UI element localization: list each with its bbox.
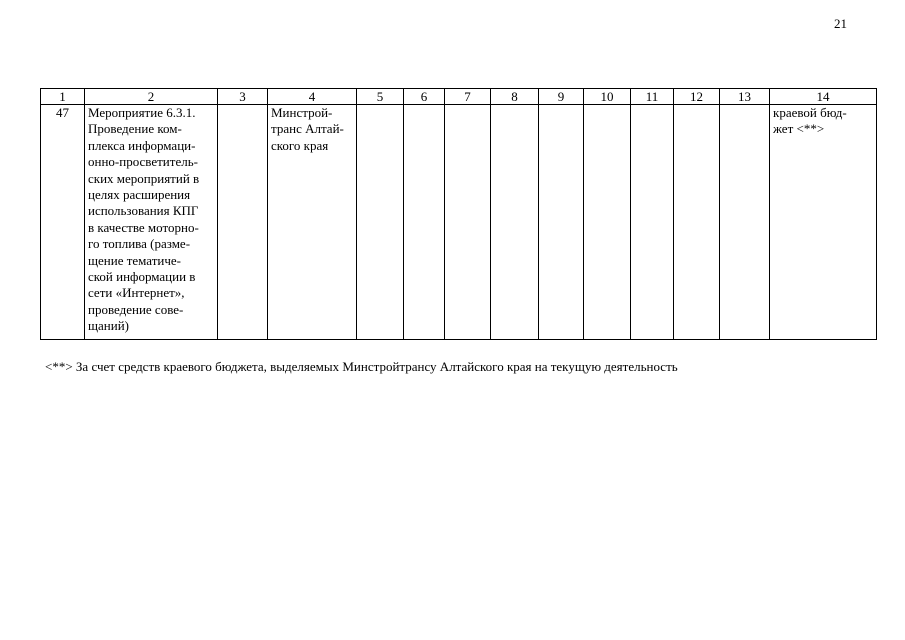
column-header-4: 4 xyxy=(268,89,357,105)
cell-col-6 xyxy=(404,105,445,340)
event-line: сети «Интернет», xyxy=(88,285,185,301)
cell-col-9 xyxy=(539,105,584,340)
column-header-9: 9 xyxy=(539,89,584,105)
cell-col-11 xyxy=(631,105,674,340)
event-line: использования КПГ xyxy=(88,203,199,219)
column-header-5: 5 xyxy=(357,89,404,105)
cell-col-5 xyxy=(357,105,404,340)
cell-col-3 xyxy=(218,105,268,340)
event-line: ской информации в xyxy=(88,269,196,285)
cell-col-10 xyxy=(584,105,631,340)
funding-line: краевой бюд- xyxy=(773,105,847,120)
cell-col-7 xyxy=(445,105,491,340)
event-line: го топлива (разме- xyxy=(88,236,191,252)
event-line: щение тематиче- xyxy=(88,252,182,268)
executor-line: ского края xyxy=(271,137,329,153)
footnote: <**> За счет средств краевого бюджета, выделяемых Минстройтрансу Алтайского края на текущую деятельность xyxy=(45,359,678,374)
event-line: проведение сове- xyxy=(88,301,184,317)
event-line: щаний) xyxy=(88,318,129,334)
table-row xyxy=(41,105,877,340)
event-description xyxy=(85,105,218,340)
event-line: онно-просветитель- xyxy=(88,154,198,170)
executor-line: транс Алтай- xyxy=(271,121,344,137)
column-header-11: 11 xyxy=(631,89,674,105)
executor-cell xyxy=(268,105,357,340)
cell-col-12 xyxy=(674,105,720,340)
column-header-8: 8 xyxy=(491,89,539,105)
page-number: 21 xyxy=(834,16,847,31)
cell-col-13 xyxy=(720,105,770,340)
column-header-14: 14 xyxy=(770,89,877,105)
activity-table xyxy=(40,88,877,340)
column-header-1: 1 xyxy=(41,89,85,105)
funding-line: жет <**> xyxy=(773,121,825,137)
executor-line: Минстрой- xyxy=(271,105,333,120)
cell-col-8 xyxy=(491,105,539,340)
event-line: плекса информаци- xyxy=(88,137,196,153)
column-header-12: 12 xyxy=(674,89,720,105)
funding-source-cell xyxy=(770,105,877,340)
header-row xyxy=(41,89,877,105)
column-header-7: 7 xyxy=(445,89,491,105)
column-header-6: 6 xyxy=(404,89,445,105)
event-line: целях расширения xyxy=(88,187,191,203)
column-header-3: 3 xyxy=(218,89,268,105)
event-line: в качестве моторно- xyxy=(88,219,199,235)
event-line: Проведение ком- xyxy=(88,121,182,137)
event-line: Мероприятие 6.3.1. xyxy=(88,105,196,120)
column-header-10: 10 xyxy=(584,89,631,105)
column-header-2: 2 xyxy=(85,89,218,105)
column-header-13: 13 xyxy=(720,89,770,105)
row-number: 47 xyxy=(41,105,85,340)
event-line: ских мероприятий в xyxy=(88,170,200,186)
